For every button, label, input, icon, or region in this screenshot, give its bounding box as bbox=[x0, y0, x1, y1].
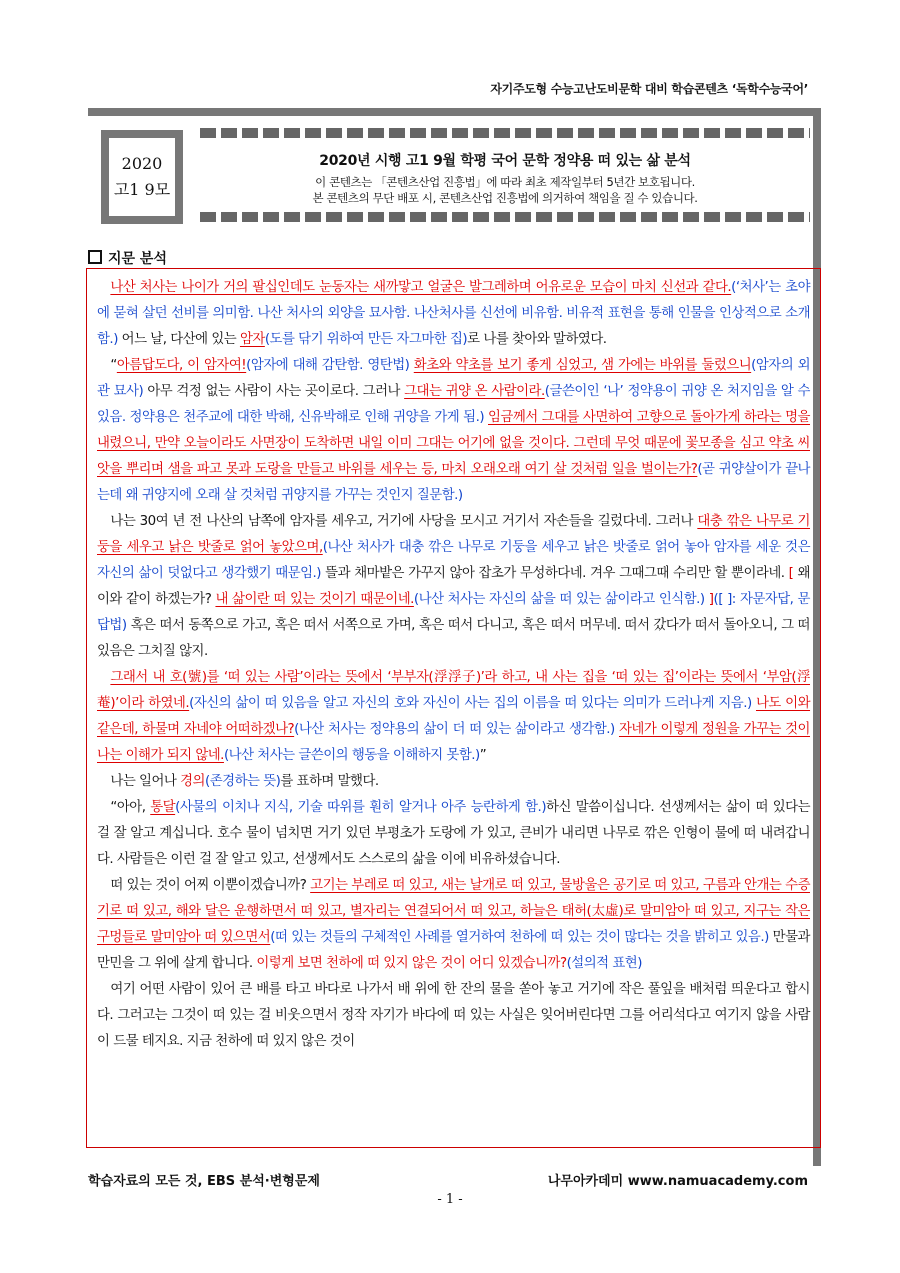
dash-divider-bottom bbox=[200, 212, 810, 222]
passage-paragraph-8 bbox=[97, 977, 810, 1055]
highlight-text: 이렇게 보면 천하에 떠 있지 않은 것이 어디 있겠습니까? bbox=[256, 956, 567, 971]
annotation-text: (‘처사’는 초야에 묻혀 살던 선비를 의미함. 나산 처사의 외양을 묘사함. 나산처사를 신선에 비유함. 비유적 표현을 통해 인물을 인상적으로 소개함.) bbox=[97, 280, 811, 347]
annotation-text: (사물의 이치나 지식, 기술 따위를 훤히 알거나 아주 능란하게 함.) bbox=[175, 800, 547, 815]
annotation-text: (도를 닦기 위하여 만든 자그마한 집) bbox=[264, 332, 468, 347]
highlight-text: 화초와 약초를 보기 좋게 심었고, 샘 가에는 바위를 둘렀으니 bbox=[413, 358, 752, 373]
annotation-text: (곧 귀양살이가 끝나는데 왜 귀양지에 오래 살 것처럼 귀양지를 가꾸는 것인지 질문함.) bbox=[97, 462, 810, 503]
highlight-text: 자네가 이렇게 정원을 가꾸는 것이 나는 이해가 되지 않네. bbox=[97, 722, 810, 763]
highlight-text: 그대는 귀양 온 사람이라. bbox=[404, 384, 545, 399]
footer-right-text: 나무아카데미 www.namuacademy.com bbox=[547, 1174, 808, 1189]
body-text: “ bbox=[110, 358, 117, 373]
passage-paragraph-7 bbox=[97, 873, 810, 977]
annotation-text: (설의적 표현) bbox=[566, 956, 642, 971]
body-text: 나는 일어나 bbox=[110, 774, 181, 789]
body-text: “아아, bbox=[110, 800, 151, 815]
annotation-text: (나산 처사는 글쓴이의 행동을 이해하지 못함.) bbox=[223, 748, 480, 763]
square-bullet-icon bbox=[88, 250, 102, 264]
annotation-text: (나산 처사는 자신의 삶을 떠 있는 삶이라고 인식함.) bbox=[413, 592, 705, 607]
copyright-notice-2: 본 콘텐츠의 무단 배포 시, 콘텐츠산업 진흥법에 의거하여 책임을 질 수 있습니다. bbox=[312, 191, 698, 205]
body-text: 만물과 만민을 그 위에 살게 합니다. bbox=[97, 930, 810, 971]
body-text: 왜 이와 같이 하겠는가? bbox=[97, 566, 810, 607]
highlight-text: 암자 bbox=[239, 332, 265, 347]
footer-left-text: 학습자료의 모든 것, EBS 분석·변형문제 bbox=[88, 1174, 320, 1189]
annotation-text: (존경하는 뜻) bbox=[204, 774, 281, 789]
passage-paragraph-3 bbox=[97, 509, 810, 665]
annotation-text: (자신의 삶이 떠 있음을 알고 자신의 호와 자신이 사는 집의 이름을 떠 있다는 의미가 드러나게 지음.) bbox=[189, 696, 752, 711]
highlight-text: 고기는 부레로 떠 있고, 새는 날개로 떠 있고, 물방울은 공기로 떠 있고, 구름과 안개는 수증기로 떠 있고, 해와 달은 운행하면서 떠 있고, 별자리는 연결되어서 떠 있고, 하늘은 태허(太虛)로 말미암아 떠 있고, 지구는 작은 구멍들로 말미암아 떠 있으면서 bbox=[97, 878, 810, 945]
passage-box bbox=[86, 268, 821, 1148]
document-title: 2020년 시행 고1 9월 학평 국어 문학 정약용 떠 있는 삶 분석 bbox=[319, 153, 691, 169]
dash-divider-top bbox=[200, 128, 810, 138]
annotation-text: (글쓴이인 ‘나’ 정약용이 귀양 온 처지임을 알 수 있음. 정약용은 천주교에 대한 박해, 신유박해로 인해 귀양을 가게 됨.) bbox=[97, 384, 810, 425]
passage-paragraph-1 bbox=[97, 275, 810, 353]
annotation-text: (암자의 외관 묘사) bbox=[97, 358, 811, 399]
passage-paragraph-6 bbox=[97, 795, 810, 873]
exam-year: 2020 bbox=[121, 154, 163, 173]
exam-label: 고1 9모 bbox=[113, 180, 171, 199]
bracket-close: ] bbox=[708, 592, 714, 607]
body-text: 로 나를 찾아와 말하였다. bbox=[467, 332, 607, 347]
bracket-open: [ bbox=[788, 566, 794, 581]
section-heading-text: 지문 분석 bbox=[108, 251, 167, 267]
header-top-line: 자기주도형 수능고난도비문학 대비 학습콘텐츠 ‘독학수능국어’ bbox=[490, 82, 808, 96]
copyright-notice-1: 이 콘텐츠는 「콘텐츠산업 진흥법」에 따라 최초 제작일부터 5년간 보호됩니다. bbox=[315, 175, 695, 189]
highlight-text: 아름답도다, 이 암자여! bbox=[116, 358, 247, 373]
body-text: 어느 날, 다산에 있는 bbox=[117, 332, 240, 347]
passage-paragraph-5 bbox=[97, 769, 810, 795]
body-text: 혹은 떠서 동쪽으로 가고, 혹은 떠서 서쪽으로 가며, 혹은 떠서 다니고, 혹은 떠서 머무네. 떠서 갔다가 떠서 돌아오니, 그 떠 있음은 그치질 않지. bbox=[97, 618, 810, 659]
highlight-text: 그래서 내 호(號)를 ‘떠 있는 사람’이라는 뜻에서 ‘부부자(浮浮子)’라 하고, 내 사는 집을 ‘떠 있는 집’이라는 뜻에서 ‘부암(浮菴)’이라 하였네. bbox=[97, 670, 810, 711]
passage-paragraph-4 bbox=[97, 665, 810, 769]
annotation-text: ([ ]: 자문자답, 문답법) bbox=[97, 592, 810, 633]
body-text: ” bbox=[479, 748, 487, 763]
highlight-text: 임금께서 그대를 사면하여 고향으로 돌아가게 하라는 명을 내렸으니, 만약 오늘이라도 사면장이 도착하면 내일 이미 그대는 어기에 없을 것이다. 그런데 무엇 때문에 꽃모종을 심고 약초 씨앗을 뿌리며 샘을 파고 못과 도랑을 만들고 바위를 세우는 등, 마치 오래오래 여기 살 것처럼 일을 벌이는가? bbox=[97, 410, 810, 477]
highlight-word: 경의 bbox=[180, 774, 205, 789]
annotation-text: (나산 처사가 대충 깎은 나무로 기둥을 세우고 낡은 밧줄로 얽어 놓아 암자를 세운 것은 자신의 삶이 덧없다고 생각했기 때문임.) bbox=[97, 540, 810, 581]
title-block bbox=[200, 150, 810, 206]
body-text: 아무 걱정 없는 사람이 사는 곳이로다. 그러나 bbox=[143, 384, 405, 399]
exam-badge bbox=[101, 130, 183, 224]
annotation-text: (암자에 대해 감탄함. 영탄법) bbox=[246, 358, 410, 373]
highlight-text: 대충 깎은 나무로 기둥을 세우고 낡은 밧줄로 얽어 놓았으며, bbox=[97, 514, 810, 555]
highlight-text: 내 삶이란 떠 있는 것이기 때문이네. bbox=[215, 592, 414, 607]
body-text: 하신 말씀이십니다. 선생께서는 삶이 떠 있다는 걸 잘 알고 계십니다. 호수 물이 넘치면 거기 있던 부평초가 도랑에 가 있고, 큰비가 내리면 나무로 깎은 인형이 물에 떠 내려갑니다. 사람들은 이런 걸 잘 알고 있고, 선생께서도 스스로의 삶을 이에 비유하셨습니다. bbox=[97, 800, 811, 867]
body-text: 여기 어떤 사람이 있어 큰 배를 타고 바다로 나가서 배 위에 한 잔의 물을 쏟아 놓고 거기에 작은 풀잎을 배처럼 띄운다고 합시다. 그러고는 그것이 떠 있는 걸 비웃으면서 정작 자기가 바다에 떠 있는 사실은 잊어버린다면 그를 어리석다고 여기지 않을 사람이 드물 테지요. 지금 천하에 떠 있지 않은 것이 bbox=[97, 982, 810, 1049]
passage-paragraph-2 bbox=[97, 353, 810, 509]
highlight-text: 나도 이와 같은데, 하물며 자네야 어떠하겠나? bbox=[97, 696, 811, 737]
annotation-text: (나산 처사는 정약용의 삶이 더 떠 있는 삶이라고 생각함.) bbox=[294, 722, 615, 737]
body-text: 떠 있는 것이 어찌 이뿐이겠습니까? bbox=[110, 878, 311, 893]
body-text: 뜰과 채마밭은 가꾸지 않아 잡초가 무성하다네. 겨우 그때그때 수리만 할 뿐이라네. bbox=[321, 566, 789, 581]
annotation-text: (떠 있는 것들의 구체적인 사례를 열거하여 천하에 떠 있는 것이 많다는 것을 밝히고 있음.) bbox=[270, 930, 769, 945]
body-text: 를 표하며 말했다. bbox=[280, 774, 379, 789]
body-text: 나는 30여 년 전 나산의 남쪽에 암자를 세우고, 거기에 사당을 모시고 거기서 자손들을 길렀다네. 그러나 bbox=[110, 514, 698, 529]
section-heading bbox=[88, 248, 167, 268]
page-number: - 1 - bbox=[437, 1192, 463, 1207]
highlight-text: 나산 처사는 나이가 거의 팔십인데도 눈동자는 새까맣고 얼굴은 발그레하며 어유로운 모습이 마치 신선과 같다. bbox=[110, 280, 732, 295]
highlight-text: 통달 bbox=[150, 800, 176, 815]
